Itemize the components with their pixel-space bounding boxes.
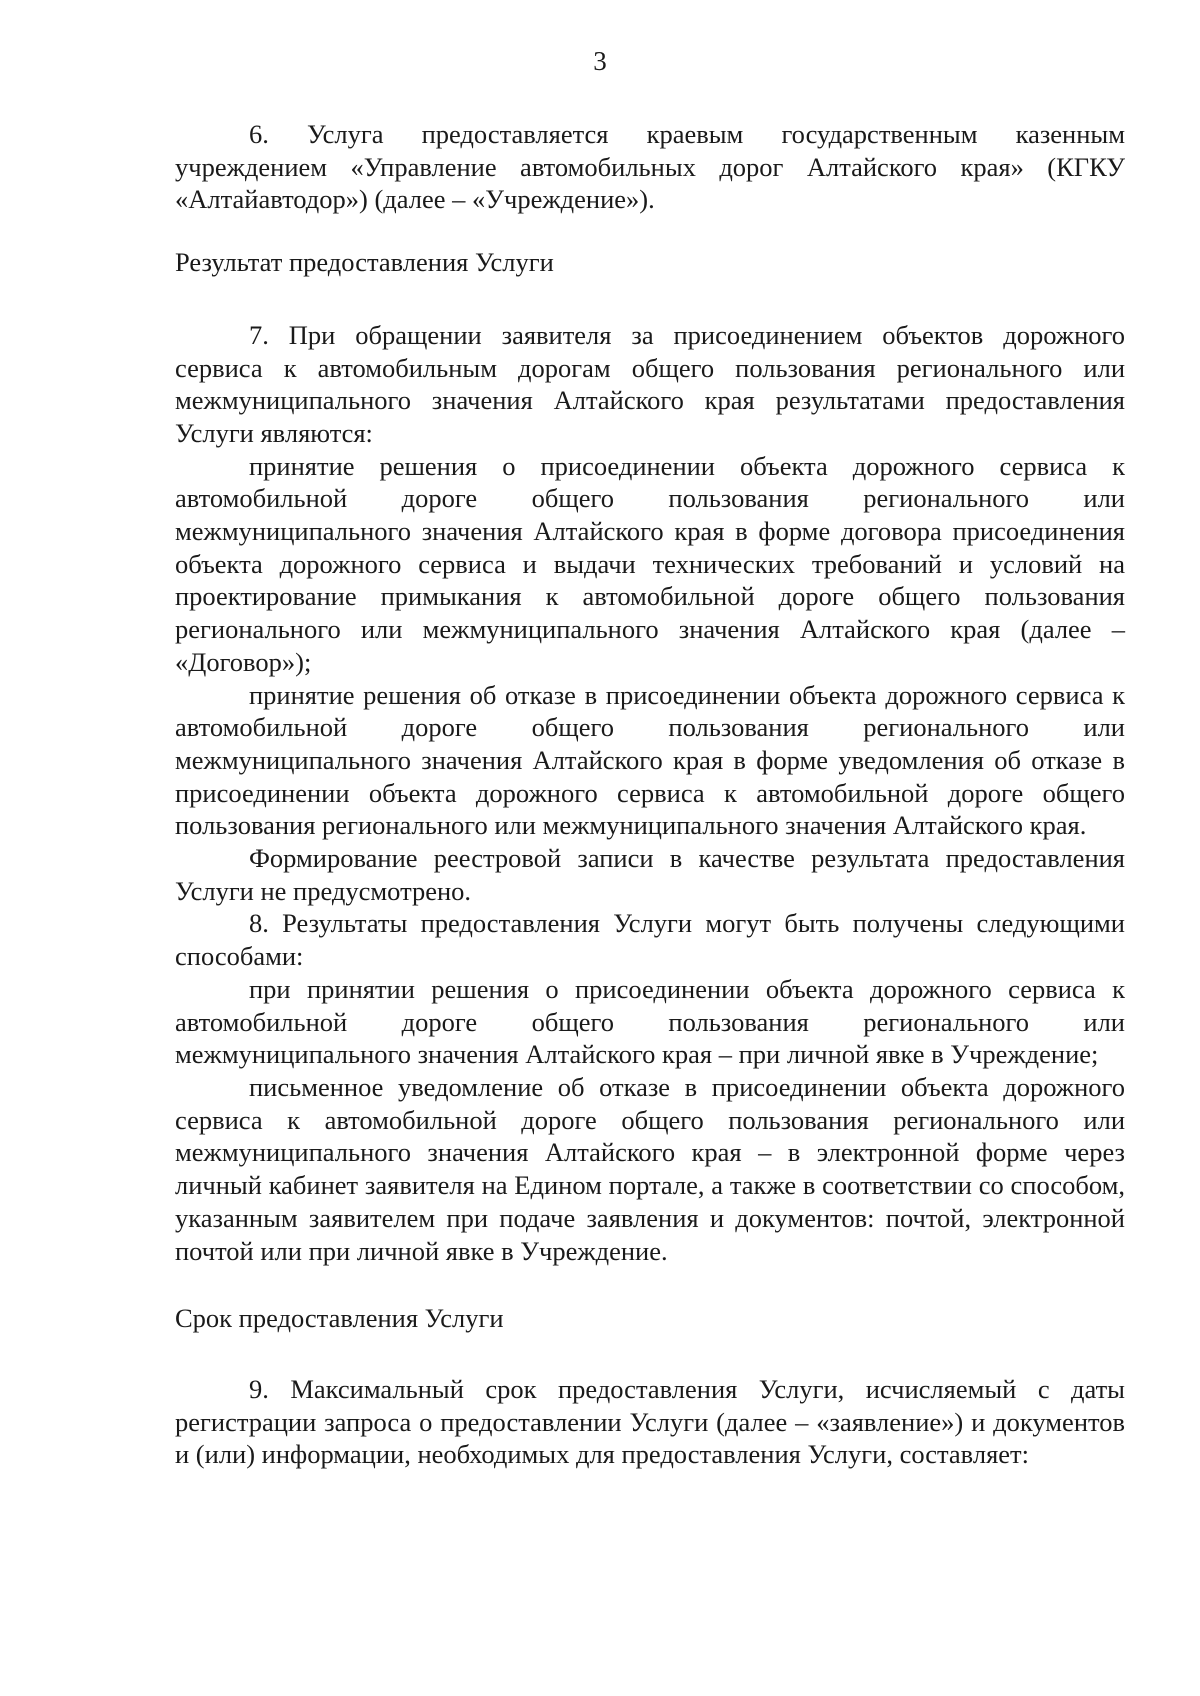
paragraph-8: 8. Результаты предоставления Услуги могут быть получены следующими способами: [175, 908, 1125, 972]
page-number: 3 [593, 46, 607, 76]
paragraph-8-item-refusal-notice: письменное уведомление об отказе в присоединении объекта дорожного сервиса к автомобильной дороге общего пользования регионального или межмуниципального значения Алтайского края – в электронной форме через личный кабинет заявителя на Едином портале, а также в соответствии со способом, указанным заявителем при подаче заявления и документов: почтой, электронной почтой или при личной явке в Учреждение. [175, 1071, 1125, 1266]
paragraph-registry-note: Формирование реестровой записи в качестве результата предоставления Услуги не предусмотрено. [175, 843, 1125, 906]
paragraph-7: 7. При обращении заявителя за присоединением объектов дорожного сервиса к автомобильным дорогам общего пользования регионального или межмуниципального значения Алтайского края результатами предоставления Услуги являются: [175, 319, 1125, 448]
paragraph-7-item-contract: принятие решения о присоединении объекта дорожного сервиса к автомобильной дороге общего пользования регионального или межмуниципального значения Алтайского края в форме договора присоединения объекта дорожного сервиса и выдачи технических требований и условий на проектирование примыкания к автомобильной дороге общего пользования регионального или межмуниципального значения Алтайского края (далее – «Договор»); [175, 450, 1125, 677]
document-body [175, 118, 1125, 1471]
paragraph-6: 6. Услуга предоставляется краевым государственным казенным учреждением «Управление автомобильных дорог Алтайского края» (КГКУ «Алтайавтодор») (далее – «Учреждение»). [175, 119, 1125, 215]
paragraph-7-item-refusal: принятие решения об отказе в присоединении объекта дорожного сервиса к автомобильной дороге общего пользования регионального или межмуниципального значения Алтайского края в форме уведомления об отказе в присоединении объекта дорожного сервиса к автомобильной дороге общего пользования регионального или межмуниципального значения Алтайского края. [175, 679, 1125, 841]
paragraph-9: 9. Максимальный срок предоставления Услуги, исчисляемый с даты регистрации запроса о предоставлении Услуги (далее – «заявление») и документов и (или) информации, необходимых для предоставления Услуги, составляет: [175, 1373, 1125, 1470]
section-heading-result: Результат предоставления Услуги [175, 247, 554, 278]
paragraph-8-item-approval: при принятии решения о присоединении объекта дорожного сервиса к автомобильной дороге общего пользования регионального или межмуниципального значения Алтайского края – при личной явке в Учреждение; [175, 973, 1125, 1070]
section-heading-term: Срок предоставления Услуги [175, 1303, 504, 1334]
